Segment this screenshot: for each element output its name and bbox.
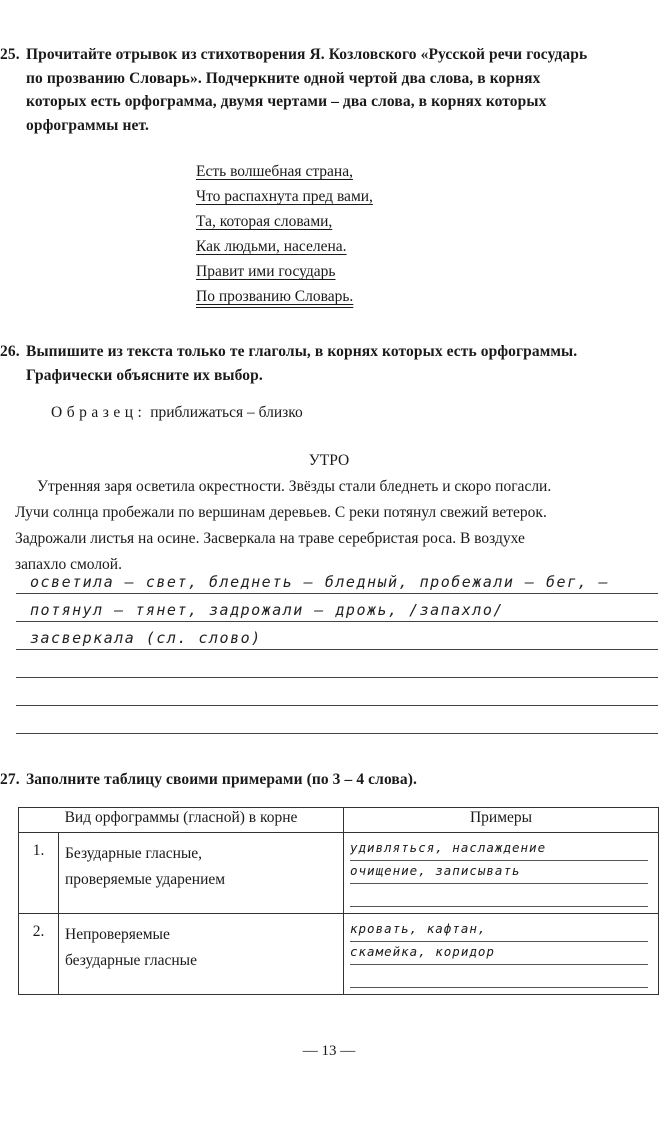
poem-line: Та, которая словами, — [196, 213, 333, 230]
task-25-line: которых есть орфограмма, двумя чертами – два слова, в корнях которых — [26, 93, 547, 110]
answer-line[interactable] — [16, 650, 658, 678]
task-25-instructions — [0, 43, 587, 137]
row-type-line: Непроверяемые — [65, 926, 170, 943]
task-26-line: Графически объясните их выбор. — [26, 366, 263, 384]
handwritten-answer: засверкала (сл. слово) — [30, 629, 262, 647]
task-27-line: Заполните таблицу своими примерами (по 3 – 4 слова). — [26, 771, 417, 788]
header-type: Вид орфограммы (гласной) в корне — [19, 808, 344, 833]
answer-line[interactable] — [16, 678, 658, 706]
example-line: кровать, кафтан, — [350, 919, 648, 942]
text-title: УТРО — [308, 452, 350, 469]
poem-line: Что распахнута пред вами, — [196, 188, 373, 205]
answer-lines — [16, 566, 658, 734]
example-line — [350, 884, 648, 907]
row-type-line: безударные гласные — [65, 952, 197, 969]
task-26-line: Выпишите из текста только те глаголы, в корнях которых есть орфограммы. — [26, 343, 578, 360]
header-examples: Примеры — [344, 808, 659, 833]
example-line: очищение, записывать — [350, 861, 648, 884]
poem-excerpt — [196, 159, 373, 309]
sample-label: Образец: — [51, 404, 147, 421]
table-row — [19, 833, 659, 914]
text-line: запахло смолой. — [15, 556, 122, 573]
text-line: Задрожали листья на осине. Засверкала на траве серебристая роса. В воздухе — [15, 530, 525, 547]
sample-text: приближаться – близко — [150, 404, 303, 421]
answer-line[interactable] — [16, 706, 658, 734]
example-line — [350, 965, 648, 988]
handwritten-answer: осветила – свет, бледнеть – бледный, пробежали – бег, – — [30, 573, 610, 591]
row-number: 2. — [19, 914, 59, 995]
handwritten-answer: потянул – тянет, задрожали – дрожь, /запахло/ — [30, 601, 504, 619]
task-26-instructions — [0, 340, 577, 387]
row-type — [59, 833, 344, 914]
poem-line: Как людьми, населена. — [196, 238, 347, 255]
table-row — [19, 914, 659, 995]
task-25-line: по прозванию Словарь». Подчеркните одной чертой два слова, в корнях — [26, 69, 541, 87]
row-examples[interactable] — [344, 914, 659, 995]
task-25-number: 25. — [0, 46, 20, 63]
poem-line: Правит ими государь — [196, 263, 336, 280]
poem-line: По прозванию Словарь. — [196, 288, 354, 305]
sample-example — [51, 404, 303, 422]
answer-line[interactable] — [16, 622, 658, 650]
task-27-instructions — [0, 768, 417, 792]
task-27-number: 27. — [0, 771, 20, 788]
text-body — [15, 474, 660, 578]
example-line: удивляться, наслаждение — [350, 838, 648, 861]
text-line: Лучи солнца пробежали по вершинам деревьев. С реки потянул свежий ветерок. — [15, 504, 547, 521]
text-line: Утренняя заря осветила окрестности. Звёзды стали бледнеть и скоро погасли. — [37, 478, 552, 495]
row-examples[interactable] — [344, 833, 659, 914]
page-number: — 13 — — [302, 1043, 356, 1059]
row-type — [59, 914, 344, 995]
task-26-number: 26. — [0, 343, 20, 360]
row-type-line: проверяемые ударением — [65, 871, 226, 888]
example-line: скамейка, коридор — [350, 942, 648, 965]
task-25-line: Прочитайте отрывок из стихотворения Я. Козловского «Русской речи государь — [26, 46, 588, 63]
answer-line[interactable] — [16, 594, 658, 622]
table-header-row — [19, 808, 659, 833]
task-25-line: орфограммы нет. — [26, 116, 149, 134]
row-number: 1. — [19, 833, 59, 914]
examples-table — [18, 807, 659, 995]
row-type-line: Безударные гласные, — [65, 845, 203, 862]
answer-line[interactable] — [16, 566, 658, 594]
poem-line: Есть волшебная страна, — [196, 163, 353, 180]
